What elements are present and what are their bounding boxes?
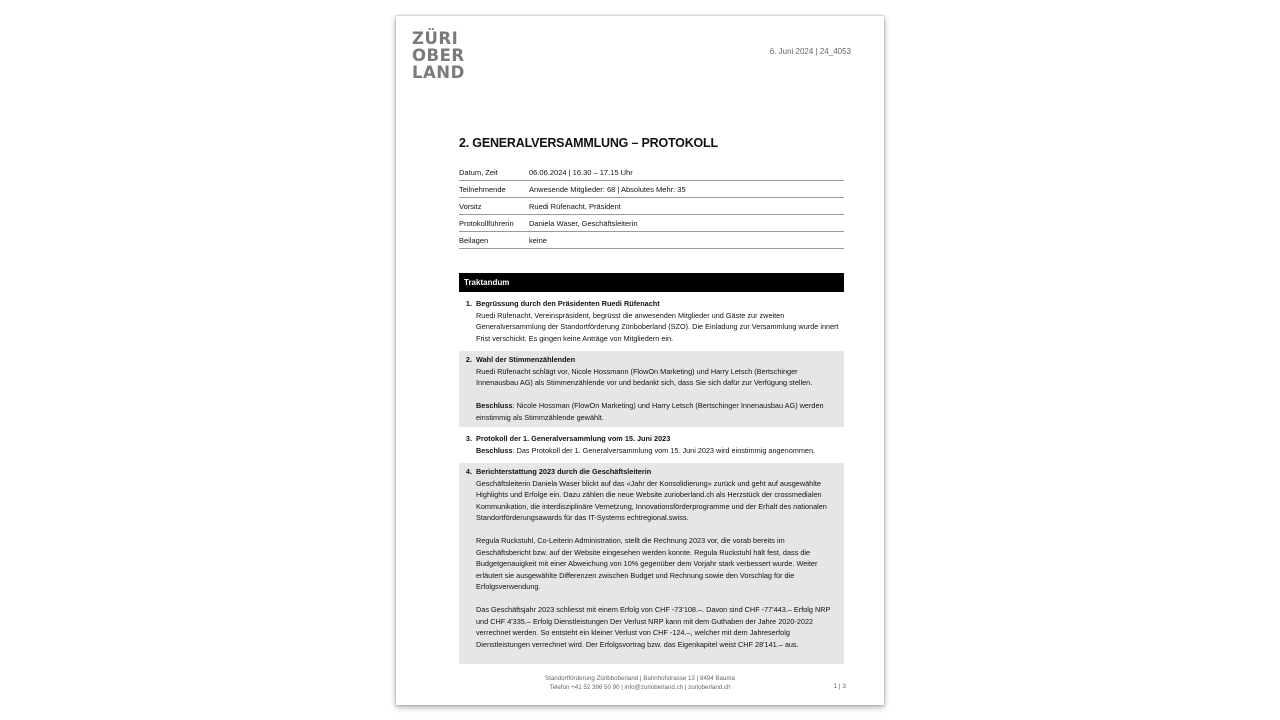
document-date-ref: 6. Juni 2024 | 24_4053 [769,47,851,56]
meta-label: Protokollführerin [459,218,514,228]
agenda-item-number: 4. [465,467,472,476]
document-page [396,16,884,705]
agenda-item-decision [476,400,840,423]
agenda-item-number: 1. [465,299,472,308]
meta-label: Beilagen [459,235,489,245]
meta-value: keine [529,235,547,245]
meta-label: Datum, Zeit [459,167,498,177]
agenda-item-heading: Wahl der Stimmenzählenden [476,355,576,364]
decision-label: Beschluss [476,401,513,410]
agenda-item-4 [459,463,844,664]
decision-label: Beschluss [476,445,513,455]
meta-label: Vorsitz [459,201,482,211]
agenda-item-paragraph: Das Geschäftsjahr 2023 schliesst mit einem Erfolg von CHF -73'108.–. Davon sind CHF -77'443.– Erfolg NRP und CHF 4'335.– Erfolg Dienstleistungen Der Verlust NRP kann mit dem Guthaben der Jahre 2020-2022 verrechnet werden. So entsteht ein kleiner Verlust von CHF -124.–, welcher mit dem Jahreserfolg Dienstleistungen verrechnet wird. Der Erfolgsvortrag bzw. das Eigenkapitel weist CHF 28'141.– aus. [476,605,831,649]
decision-text: : Das Protokoll der 1. Generalversammlung vom 15. Juni 2023 wird einstimmig angenommen. [512,445,816,455]
agenda-item-2 [459,351,844,427]
agenda-item-decision [476,445,840,457]
meta-value: 06.06.2024 | 16.30 – 17.15 Uhr [529,167,633,177]
meta-table [459,164,844,249]
meta-value: Ruedi Rüfenacht, Präsident [529,201,621,211]
meta-row-attachments [459,232,844,249]
agenda-header: Traktandum [459,273,844,292]
footer-contact: Telefon +41 52 396 50 90 | info@zurioberland.ch | zurioberland.ch [549,683,731,691]
agenda-item-text: Ruedi Rüfenacht schlägt vor, Nicole Hossmann (FlowOn Marketing) und Harry Letsch (Bertschinger Innenausbau AG) als Stimmenzählende vor und bedankt sich, dass Sie sich dafür zur Verfügung stellen. [476,366,813,387]
meta-row-minutes-taker [459,215,844,232]
agenda-item-paragraph: Regula Ruckstuhl, Co-Leiterin Administration, stellt die Rechnung 2023 vor, die vorab bereits im Geschäftsbericht bzw. auf der Website eingesehen werden konnte. Regula Ruckstuhl hält fest, dass die Budgetgenauigkeit mit einer Abweichung von 10% gegenüber dem Vorjahr stark verbessert wurde. Weiter erläutert sie ausgewählte Differenzen zwischen Budget und Rechnung sowie den Vorschlag für die Erfolgsverwendung. [476,536,818,591]
agenda-item-paragraph: Geschäftsleiterin Daniela Waser blickt auf das «Jahr der Konsolidierung» zurück und geht auf ausgewählte Highlights und Erfolge ein. Dazu zählen die neue Website zurioberland.ch als Herzstück der crossmedialen Kommunikation, die interdisziplinäre Vernetzung, Innovationsförderprogramme und der Erhalt des nationalen Standortförderungsawards für das IT-Systems echtregional.swiss. [476,478,827,522]
meta-row-participants [459,181,844,198]
meta-label: Teilnehmende [459,184,506,194]
agenda-item-1 [459,295,844,348]
agenda-item-text: Ruedi Rüfenacht, Vereinspräsident, begrüsst die anwesenden Mitglieder und Gäste zur zweiten Generalversammlung der Standortförderung Züriboberland (SZO). Die Einladung zur Versammlung wurde innert Frist verschickt. Es gingen keine Anträge von Mitgliedern ein. [476,310,839,343]
agenda-item-heading: Protokoll der 1. Generalversammlung vom 15. Juni 2023 [476,434,671,443]
page-footer [396,675,884,692]
agenda-item-number: 2. [465,355,472,364]
decision-text: : Nicole Hossman (FlowOn Marketing) und Harry Letsch (Bertschinger Innenausbau AG) werden einstimmig als Stimmzählende gewählt. [476,401,824,422]
agenda-item-number: 3. [465,434,472,443]
page-number: 1 | 3 [833,683,846,690]
agenda-item-heading: Berichterstattung 2023 durch die Geschäftsleiterin [476,467,652,476]
zuri-oberland-logo: ZÜRI OBER LAND [412,29,465,82]
page-title: 2. GENERALVERSAMMLUNG – PROTOKOLL [459,136,718,150]
meta-value: Anwesende Mitglieder: 68 | Absolutes Mehr: 35 [529,184,686,194]
footer-address: Standortförderung Züribboberland | Bahnhofstrasse 13 | 8494 Bauma [545,675,735,682]
agenda-section [459,273,844,664]
meta-value: Daniela Waser, Geschäftsleiterin [529,218,638,228]
agenda-item-heading: Begrüssung durch den Präsidenten Ruedi Rüfenacht [476,299,660,308]
meta-row-date [459,164,844,181]
agenda-item-3 [459,430,844,460]
meta-row-chair [459,198,844,215]
